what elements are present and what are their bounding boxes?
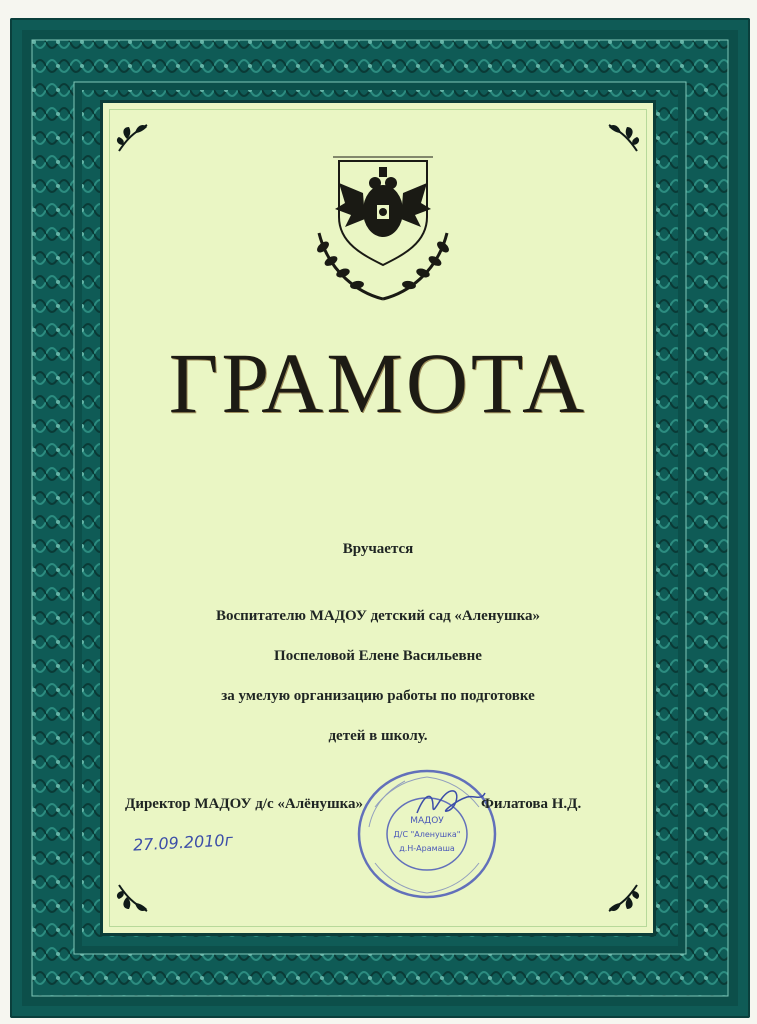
awarded-to-label: Вручается xyxy=(342,541,414,557)
reason-line-1: за умелую организацию работы по подготовке xyxy=(221,688,535,704)
stamp-text-1: МАДОУ xyxy=(410,816,444,826)
reason-line-2: детей в школу. xyxy=(328,728,428,744)
certificate-title: ГРАМОТА xyxy=(168,335,588,431)
leaf-corner-icon xyxy=(113,879,153,919)
director-label: Директор МАДОУ д/с «Алёнушка» xyxy=(125,796,364,812)
leaf-corner-icon xyxy=(603,879,643,919)
director-name: Филатова Н.Д. xyxy=(481,796,582,812)
recipient-line-2: Поспеловой Елене Васильевне xyxy=(274,648,482,664)
signature-icon xyxy=(411,783,491,823)
recipient-line-1: Воспитателю МАДОУ детский сад «Аленушка» xyxy=(215,608,541,624)
handwritten-date: 27.09.2010г xyxy=(132,830,234,855)
certificate-panel xyxy=(100,100,656,936)
leaf-corner-icon xyxy=(603,117,643,157)
stamp-text-2: Д/С "Аленушка" xyxy=(393,830,461,839)
leaf-corner-icon xyxy=(113,117,153,157)
state-emblem-icon xyxy=(299,153,467,303)
stamp-text-3: д.Н-Арамаша xyxy=(399,844,455,853)
